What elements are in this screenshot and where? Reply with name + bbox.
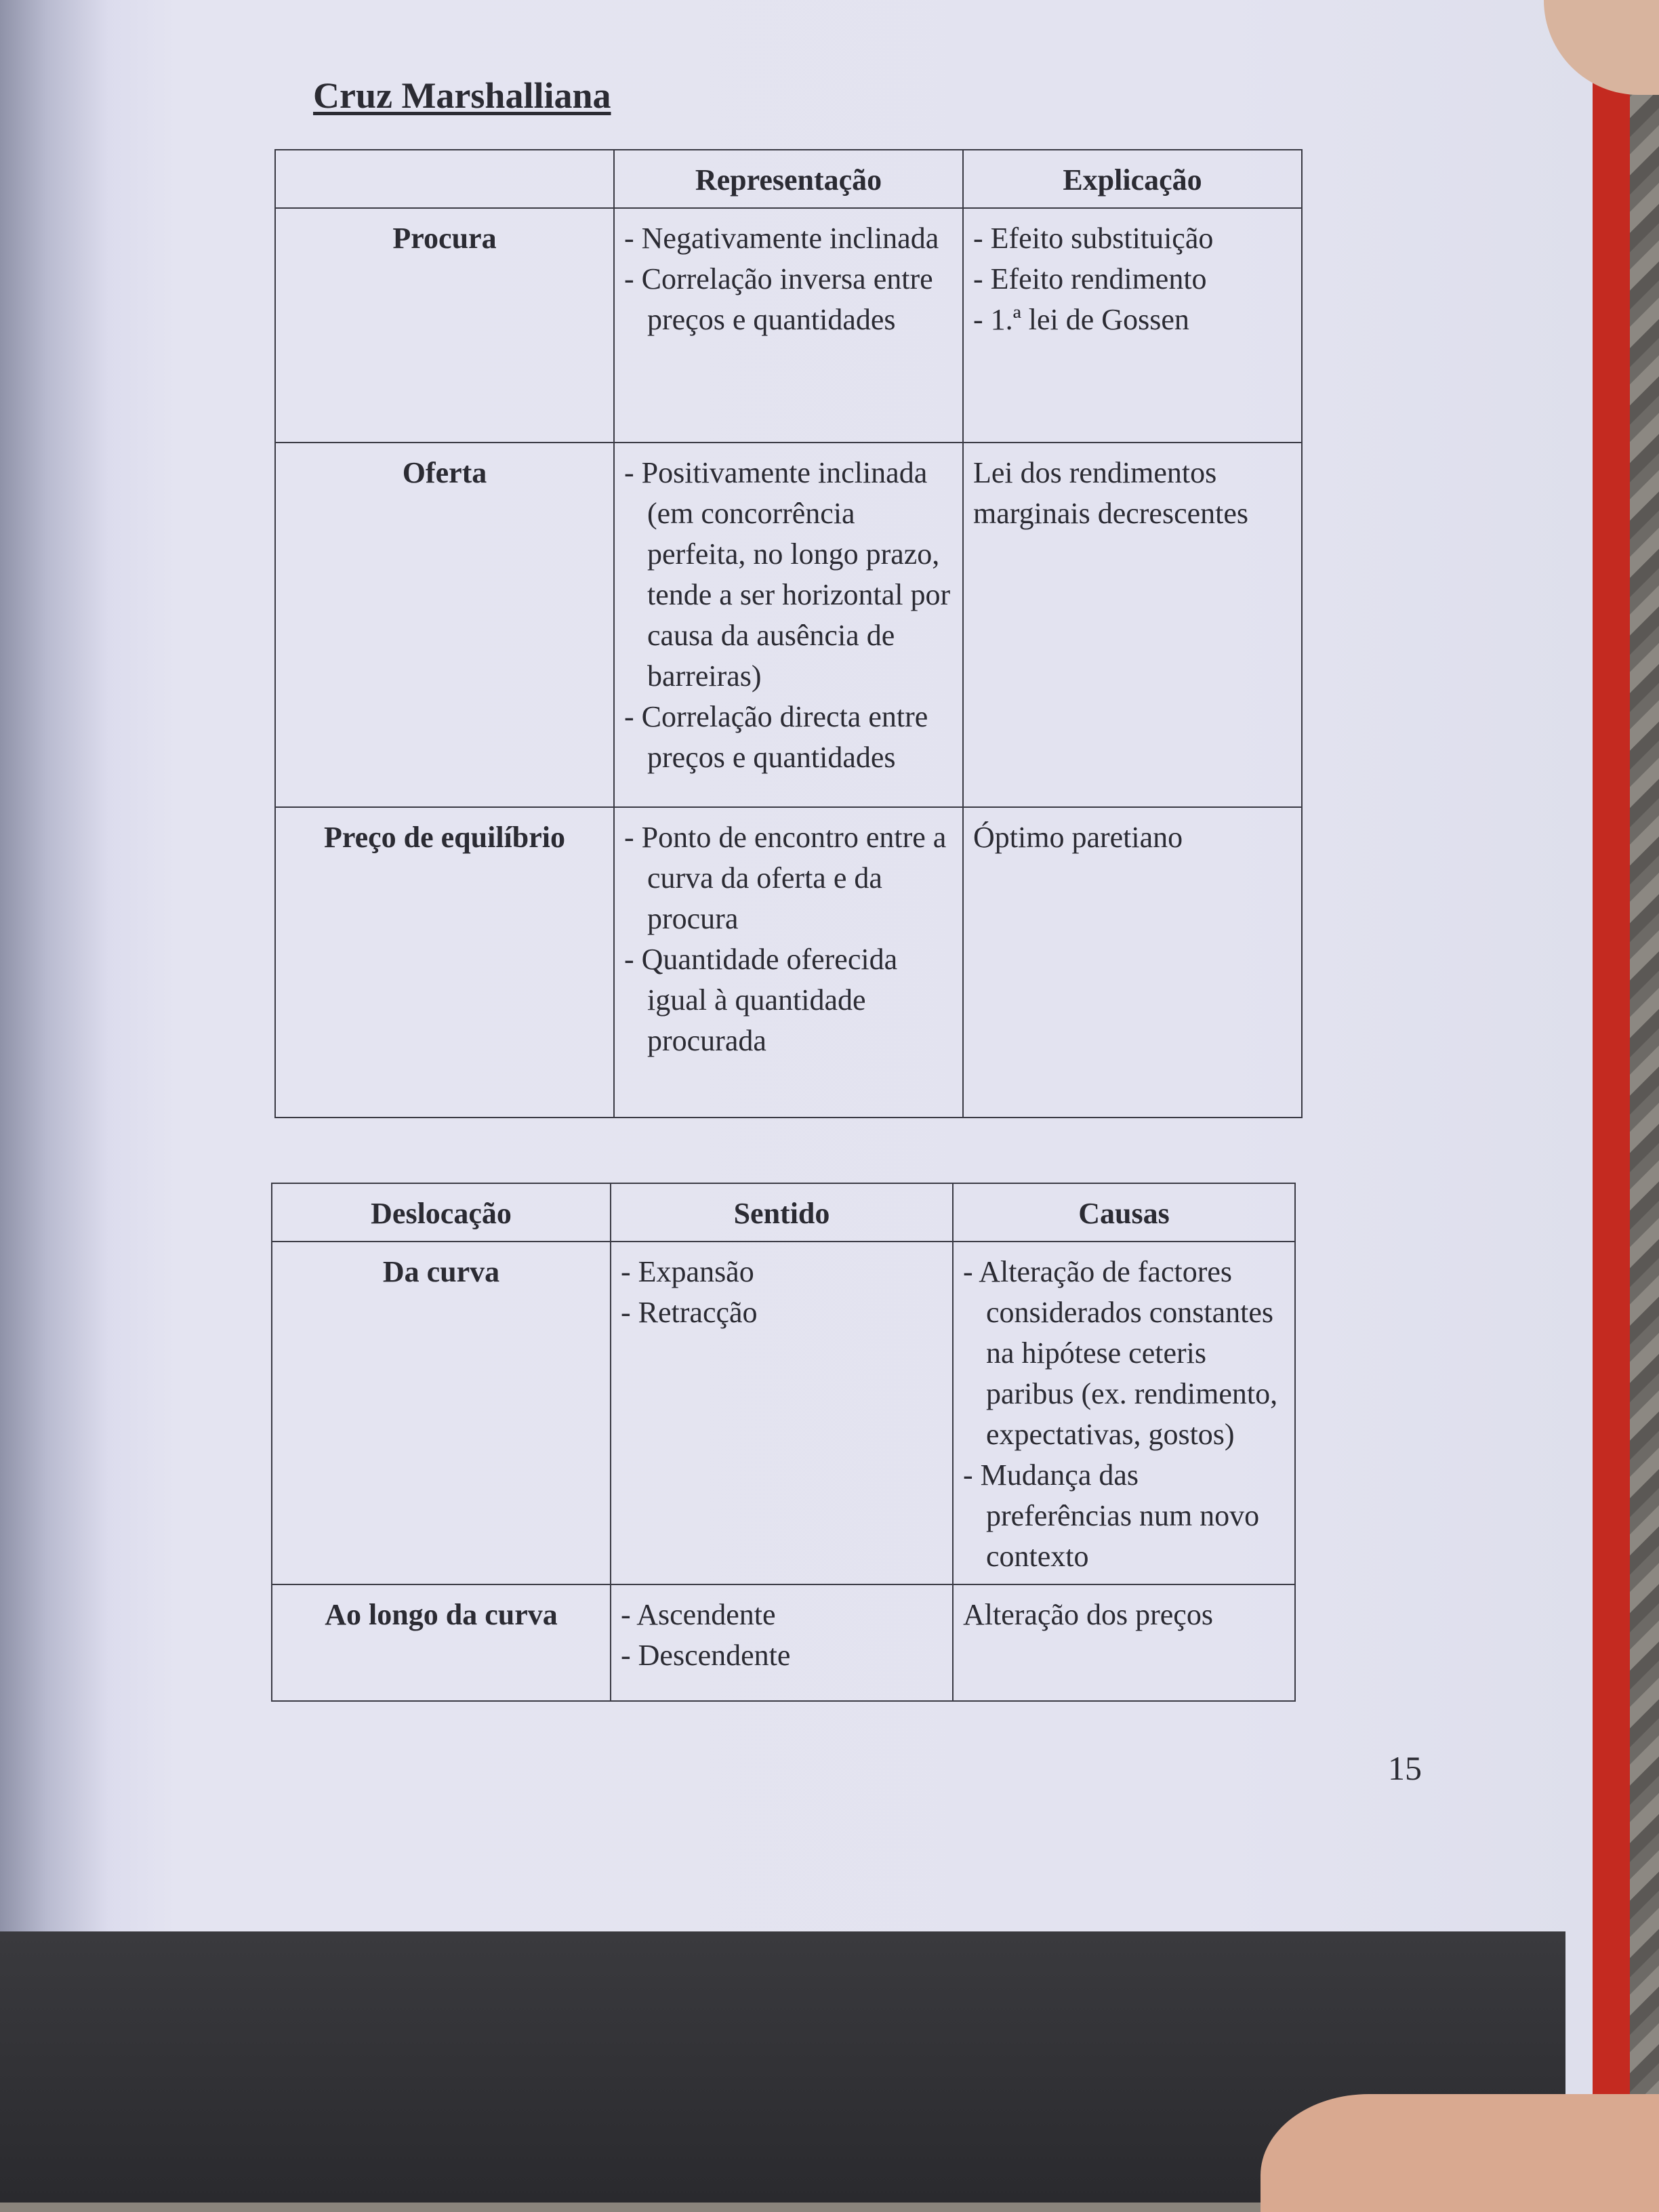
header-deslocacao: Deslocação bbox=[272, 1183, 611, 1242]
table-header-row bbox=[275, 150, 1302, 208]
table-row-oferta bbox=[275, 443, 1302, 807]
list-item: - Negativamente inclinada bbox=[624, 218, 953, 259]
header-empty bbox=[275, 150, 614, 208]
row-label-ao-longo: Ao longo da curva bbox=[272, 1584, 611, 1701]
page-title: Cruz Marshalliana bbox=[313, 75, 611, 116]
header-causas: Causas bbox=[953, 1183, 1295, 1242]
row-label-preco-equilibrio: Preço de equilíbrio bbox=[275, 807, 614, 1118]
list-item: - Descendente bbox=[621, 1635, 943, 1676]
table-deslocacao bbox=[271, 1183, 1296, 1702]
header-representacao: Representação bbox=[614, 150, 963, 208]
cell-explicacao-oferta bbox=[963, 443, 1302, 807]
explicacao-text: Lei dos rendimentos marginais decrescentes bbox=[973, 456, 1249, 530]
cell-explicacao-preco bbox=[963, 807, 1302, 1118]
list-item: - Efeito substituição bbox=[973, 218, 1292, 259]
list-item: - Quantidade oferecida igual à quantidade procurada bbox=[624, 939, 953, 1061]
table-row-da-curva bbox=[272, 1242, 1295, 1584]
cell-sentido-ao-longo bbox=[611, 1584, 953, 1701]
table-row-preco-equilibrio bbox=[275, 807, 1302, 1118]
list-item: - Alteração de factores considerados constantes na hipótese ceteris paribus (ex. rendimento, expectativas, gostos) bbox=[963, 1252, 1285, 1455]
list-item: - Expansão bbox=[621, 1252, 943, 1292]
list-item: - Mudança das preferências num novo contexto bbox=[963, 1455, 1285, 1577]
row-label-da-curva: Da curva bbox=[272, 1242, 611, 1584]
row-label-procura: Procura bbox=[275, 208, 614, 443]
header-explicacao: Explicação bbox=[963, 150, 1302, 208]
table-row-procura bbox=[275, 208, 1302, 443]
list-item: - Ponto de encontro entre a curva da oferta e da procura bbox=[624, 817, 953, 939]
list-item: - 1.ª lei de Gossen bbox=[973, 300, 1292, 340]
page-number: 15 bbox=[1388, 1749, 1422, 1787]
cell-causas-ao-longo bbox=[953, 1584, 1295, 1701]
cell-representacao-procura bbox=[614, 208, 963, 443]
cell-sentido-da-curva bbox=[611, 1242, 953, 1584]
cell-causas-da-curva bbox=[953, 1242, 1295, 1584]
table-header-row bbox=[272, 1183, 1295, 1242]
cell-representacao-preco bbox=[614, 807, 963, 1118]
causas-text: Alteração dos preços bbox=[963, 1598, 1213, 1631]
table-row-ao-longo-da-curva bbox=[272, 1584, 1295, 1701]
list-item: - Positivamente inclinada (em concorrência perfeita, no longo prazo, tende a ser horizontal por causa da ausência de barreiras) bbox=[624, 453, 953, 697]
cell-explicacao-procura bbox=[963, 208, 1302, 443]
table-cruz-marshalliana bbox=[274, 149, 1303, 1118]
list-item: - Correlação inversa entre preços e quantidades bbox=[624, 259, 953, 340]
header-sentido: Sentido bbox=[611, 1183, 953, 1242]
list-item: - Correlação directa entre preços e quantidades bbox=[624, 697, 953, 778]
list-item: - Retracção bbox=[621, 1292, 943, 1333]
row-label-oferta: Oferta bbox=[275, 443, 614, 807]
cell-representacao-oferta bbox=[614, 443, 963, 807]
list-item: - Ascendente bbox=[621, 1595, 943, 1635]
list-item: - Efeito rendimento bbox=[973, 259, 1292, 300]
explicacao-text: Óptimo paretiano bbox=[973, 821, 1183, 854]
finger-bottom-right bbox=[1261, 2094, 1659, 2212]
